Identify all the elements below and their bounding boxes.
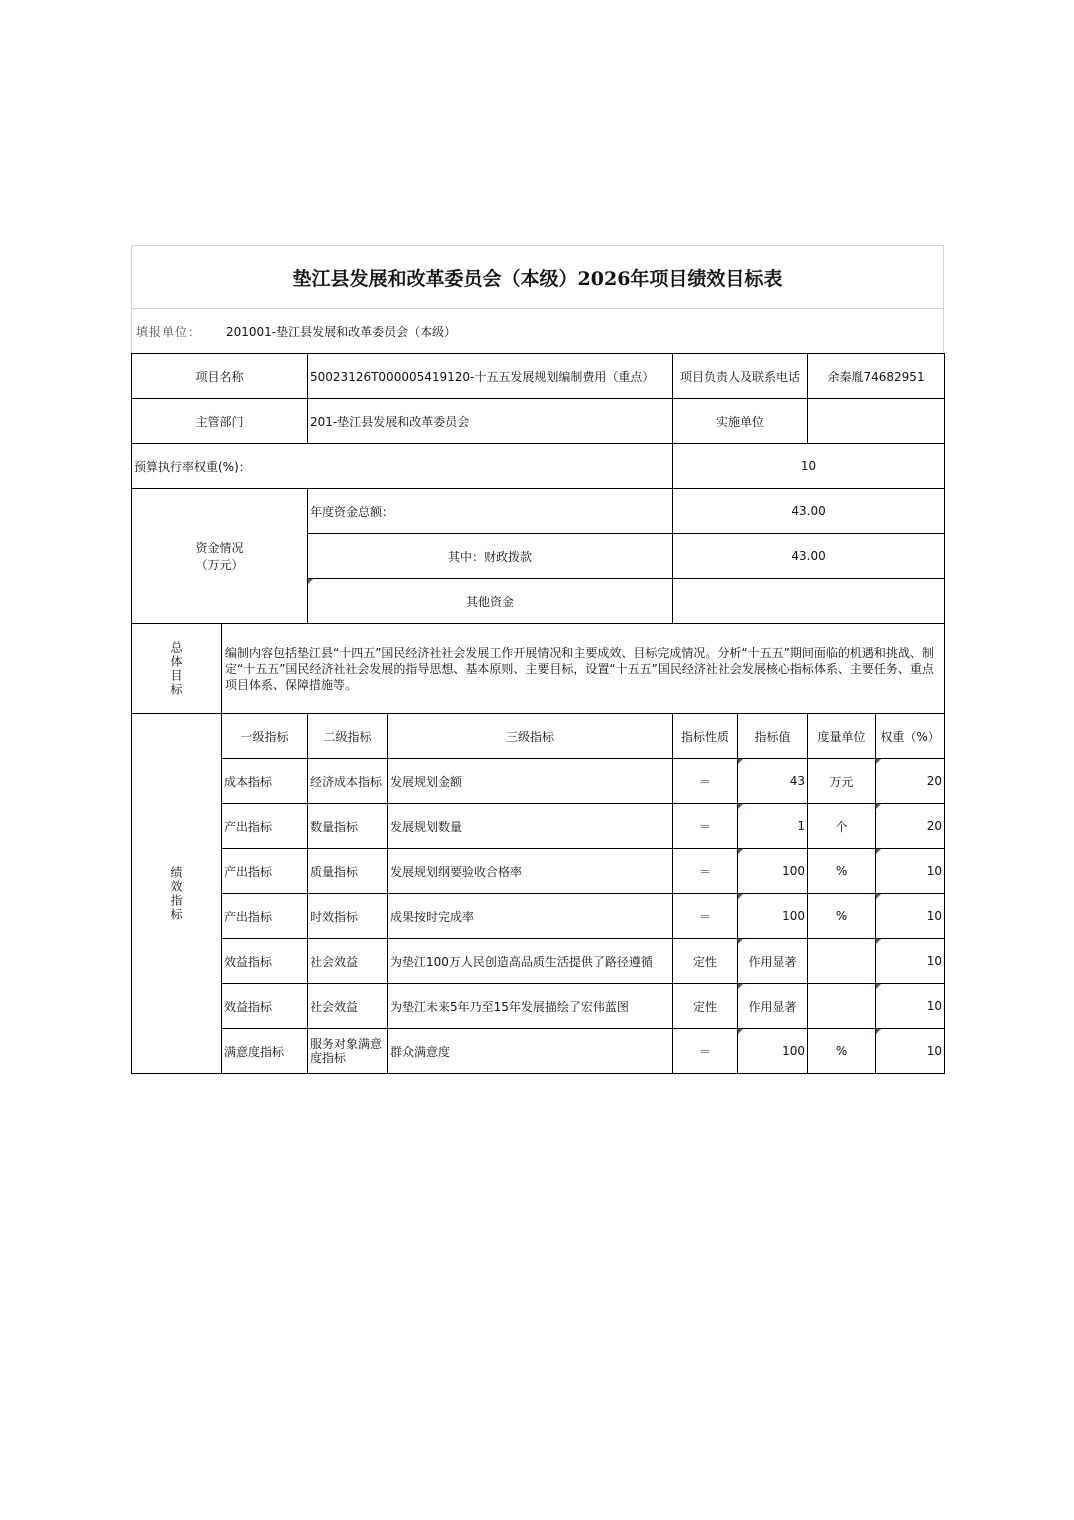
level1-cell: 成本指标 — [222, 759, 308, 804]
perf-header-weight: 权重（%） — [876, 714, 945, 759]
nature-cell: ＝ — [673, 759, 738, 804]
project-name-row — [132, 354, 945, 399]
owner-value: 余秦胤74682951 — [808, 354, 945, 399]
perf-header-row — [132, 714, 945, 759]
goal-row — [132, 624, 945, 714]
level1-cell: 效益指标 — [222, 939, 308, 984]
level1-cell: 产出指标 — [222, 894, 308, 939]
funds-fiscal-value: 43.00 — [673, 534, 945, 579]
unit-cell: 个 — [808, 804, 876, 849]
perf-header-value: 指标值 — [738, 714, 808, 759]
goal-label: 总体目标 — [169, 640, 183, 697]
funds-other-label: 其他资金 — [308, 579, 673, 624]
level3-cell: 成果按时完成率 — [388, 894, 673, 939]
level3-cell: 发展规划纲要验收合格率 — [388, 849, 673, 894]
unit-cell — [808, 939, 876, 984]
weight-cell: 20 — [876, 804, 945, 849]
performance-sheet — [131, 245, 944, 1074]
table-row — [132, 1029, 945, 1074]
level2-cell: 社会效益 — [308, 984, 388, 1029]
fill-unit-value: 201001-垫江县发展和改革委员会（本级） — [226, 324, 457, 339]
weight-cell: 10 — [876, 849, 945, 894]
nature-cell: ＝ — [673, 894, 738, 939]
table-row — [132, 759, 945, 804]
fill-unit-row — [131, 308, 944, 353]
level1-cell: 产出指标 — [222, 849, 308, 894]
level3-cell: 群众满意度 — [388, 1029, 673, 1074]
project-name-label: 项目名称 — [132, 354, 308, 399]
impl-value — [808, 399, 945, 444]
funds-fiscal-label: 其中：财政拨款 — [308, 534, 673, 579]
level1-cell: 产出指标 — [222, 804, 308, 849]
project-name-value: 50023126T000005419120-十五五发展规划编制费用（重点） — [308, 354, 673, 399]
level3-cell: 发展规划金额 — [388, 759, 673, 804]
owner-label: 项目负责人及联系电话 — [673, 354, 808, 399]
budget-weight-label: 预算执行率权重(%)： — [132, 444, 673, 489]
level2-cell: 服务对象满意度指标 — [308, 1029, 388, 1074]
unit-cell — [808, 984, 876, 1029]
perf-header-nature: 指标性质 — [673, 714, 738, 759]
level3-cell: 为垫江100万人民创造高品质生活提供了路径遵循 — [388, 939, 673, 984]
value-cell: 作用显著 — [738, 939, 808, 984]
unit-cell: % — [808, 849, 876, 894]
funds-label: 资金情况 （万元） — [132, 489, 308, 624]
table-row — [132, 849, 945, 894]
level3-cell: 为垫江未来5年乃至15年发展描绘了宏伟蓝图 — [388, 984, 673, 1029]
value-cell: 100 — [738, 894, 808, 939]
goal-label-cell — [132, 624, 222, 714]
value-cell: 作用显著 — [738, 984, 808, 1029]
table-row — [132, 939, 945, 984]
level3-cell: 发展规划数量 — [388, 804, 673, 849]
nature-cell: 定性 — [673, 984, 738, 1029]
value-cell: 100 — [738, 849, 808, 894]
nature-cell: ＝ — [673, 849, 738, 894]
perf-header-level2: 二级指标 — [308, 714, 388, 759]
budget-weight-value: 10 — [673, 444, 945, 489]
performance-table — [131, 353, 945, 1074]
nature-cell: ＝ — [673, 804, 738, 849]
table-row — [132, 894, 945, 939]
value-cell: 1 — [738, 804, 808, 849]
perf-header-unit: 度量单位 — [808, 714, 876, 759]
level2-cell: 社会效益 — [308, 939, 388, 984]
perf-header-level1: 一级指标 — [222, 714, 308, 759]
weight-cell: 10 — [876, 894, 945, 939]
weight-cell: 20 — [876, 759, 945, 804]
level2-cell: 时效指标 — [308, 894, 388, 939]
dept-value: 201-垫江县发展和改革委员会 — [308, 399, 673, 444]
nature-cell: ＝ — [673, 1029, 738, 1074]
funds-other-value — [673, 579, 945, 624]
table-row — [132, 984, 945, 1029]
impl-label: 实施单位 — [673, 399, 808, 444]
dept-label: 主管部门 — [132, 399, 308, 444]
level1-cell: 满意度指标 — [222, 1029, 308, 1074]
level1-cell: 效益指标 — [222, 984, 308, 1029]
value-cell: 100 — [738, 1029, 808, 1074]
funds-total-value: 43.00 — [673, 489, 945, 534]
goal-text: 编制内容包括垫江县“十四五”国民经济社社会发展工作开展情况和主要成效、目标完成情况。分析“十五五”期间面临的机遇和挑战、制定“十五五”国民经济社社会发展的指导思想、基本原则、主要目标，设置“十五五”国民经济社社会发展核心指标体系、主要任务、重点项目体系、保障措施等。 — [222, 624, 945, 714]
level2-cell: 质量指标 — [308, 849, 388, 894]
value-cell: 43 — [738, 759, 808, 804]
unit-cell: % — [808, 1029, 876, 1074]
unit-cell: 万元 — [808, 759, 876, 804]
level2-cell: 数量指标 — [308, 804, 388, 849]
table-row — [132, 804, 945, 849]
fill-unit-label: 填报单位： — [136, 324, 202, 339]
perf-header-level3: 三级指标 — [388, 714, 673, 759]
perf-label: 绩效指标 — [169, 865, 183, 922]
level2-cell: 经济成本指标 — [308, 759, 388, 804]
weight-cell: 10 — [876, 1029, 945, 1074]
funds-total-label: 年度资金总额： — [308, 489, 673, 534]
perf-label-cell — [132, 714, 222, 1074]
nature-cell: 定性 — [673, 939, 738, 984]
sheet-title: 垫江县发展和改革委员会（本级）2026年项目绩效目标表 — [131, 245, 944, 308]
dept-row — [132, 399, 945, 444]
funds-total-row — [132, 489, 945, 534]
unit-cell: % — [808, 894, 876, 939]
weight-cell: 10 — [876, 984, 945, 1029]
weight-cell: 10 — [876, 939, 945, 984]
budget-weight-row — [132, 444, 945, 489]
